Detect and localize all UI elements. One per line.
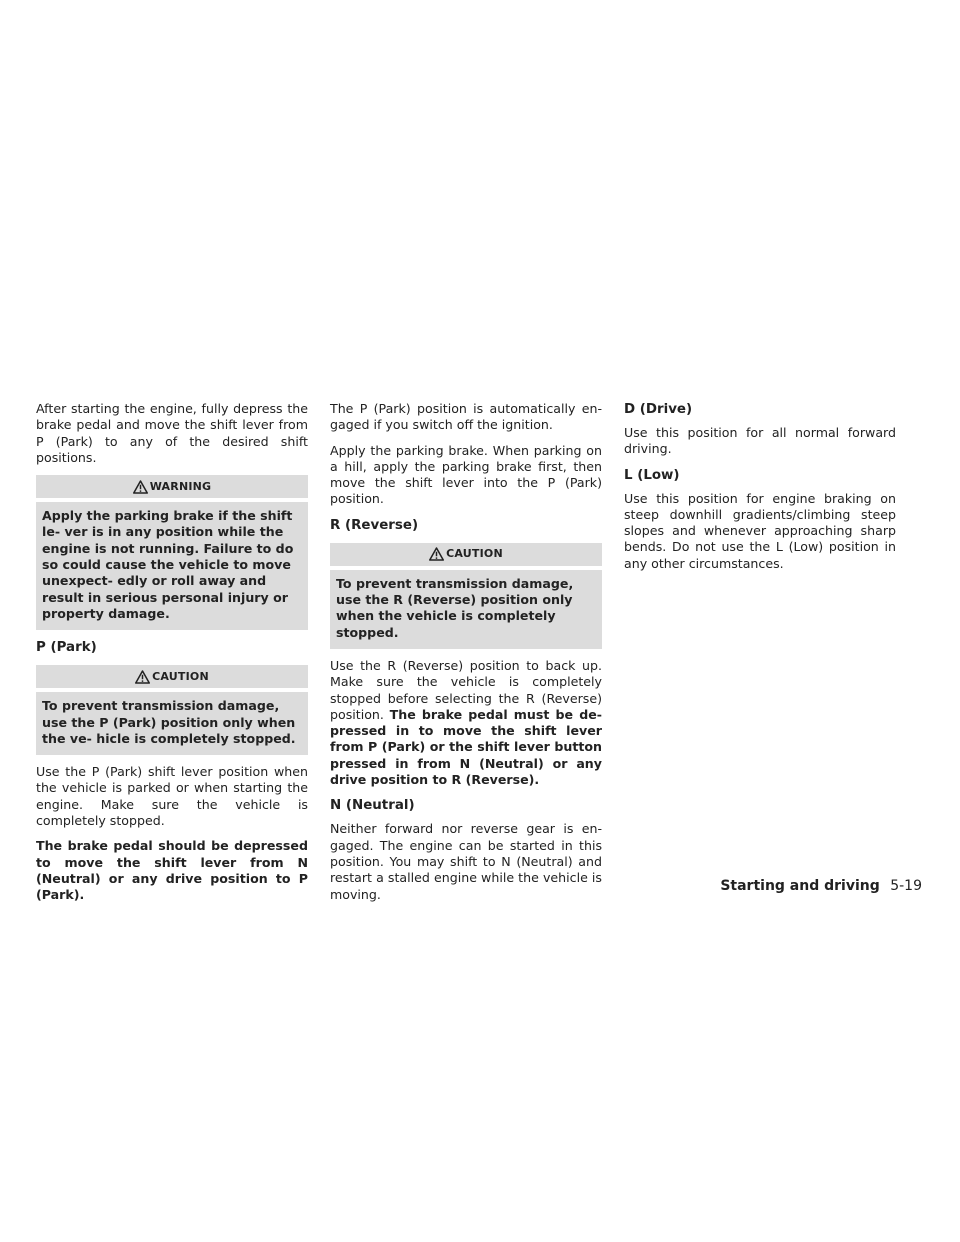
warning-triangle-icon [133, 480, 148, 494]
column-2 [330, 401, 602, 912]
section-title: Starting and driving [720, 878, 880, 894]
page-number: 5-19 [890, 878, 922, 894]
reverse-heading: R (Reverse) [330, 517, 419, 533]
park-caution-text: To prevent transmission damage, use the P (Park) position only when the ve- hicle is completely stopped. [42, 698, 296, 746]
low-paragraph: Use this position for engine braking on steep downhill gradients/climbing steep slopes and whenever approaching sharp bends. Do not use the L (Low) position in any other circumstances. [624, 490, 896, 571]
caution-header [330, 543, 602, 570]
reverse-bold-text: The brake pedal must be de- pressed in to move the shift lever from P (Park) or the shift lever button pressed in from N (Neutral) or any drive position to R (Reverse). [330, 706, 602, 788]
caution-label: CAUTION [446, 547, 503, 561]
page-footer [720, 878, 922, 894]
reverse-paragraph [330, 658, 602, 788]
neutral-paragraph: Neither forward nor reverse gear is en- gaged. The engine can be started in this position. You may shift to N (Neutral) and restart a stalled engine while the vehicle is moving. [330, 821, 602, 902]
warning-label: WARNING [149, 479, 212, 493]
auto-park-paragraph: The P (Park) position is automatically en- gaged if you switch off the ignition. [330, 401, 602, 433]
neutral-heading: N (Neutral) [330, 798, 415, 814]
low-heading: L (Low) [624, 467, 680, 483]
column-3 [624, 401, 896, 581]
caution-header [36, 665, 308, 692]
warning-header [36, 475, 308, 502]
caution-label: CAUTION [152, 669, 209, 683]
drive-heading: D (Drive) [624, 402, 693, 417]
caution-triangle-icon [429, 547, 444, 561]
intro-paragraph: After starting the engine, fully depress the brake pedal and move the shift lever from P (Park) to any of the desired shift positions. [36, 401, 308, 465]
caution-triangle-icon [135, 670, 150, 684]
park-paragraph: Use the P (Park) shift lever position when the vehicle is parked or when starting the engine. Make sure the vehicle is completely stopped. [36, 764, 308, 829]
parking-brake-paragraph: Apply the parking brake. When parking on a hill, apply the parking brake first, then move the shift lever into the P (Park) position. [330, 442, 602, 507]
drive-paragraph: Use this position for all normal forward driving. [624, 425, 896, 457]
column-1 [36, 401, 308, 913]
reverse-text: Use the R (Reverse) position to back up. Make sure the vehicle is completely stopped before selecting the R (Reverse) position. [330, 657, 602, 722]
warning-box [36, 475, 308, 630]
reverse-caution-box [330, 543, 602, 649]
park-caution-box [36, 665, 308, 755]
reverse-caution-text: To prevent transmission damage, use the R (Reverse) position only when the vehicle is completely stopped. [336, 575, 574, 640]
park-bold-paragraph: The brake pedal should be depressed to move the shift lever from N (Neutral) or any drive position to P (Park). [36, 838, 308, 903]
warning-text: Apply the parking brake if the shift le- ver is in any position while the engine is not running. Failure to do so could cause the vehicle to move unexpect- edly or roll away and result in serious personal injury or property damage. [42, 508, 294, 621]
park-heading: P (Park) [36, 640, 97, 656]
